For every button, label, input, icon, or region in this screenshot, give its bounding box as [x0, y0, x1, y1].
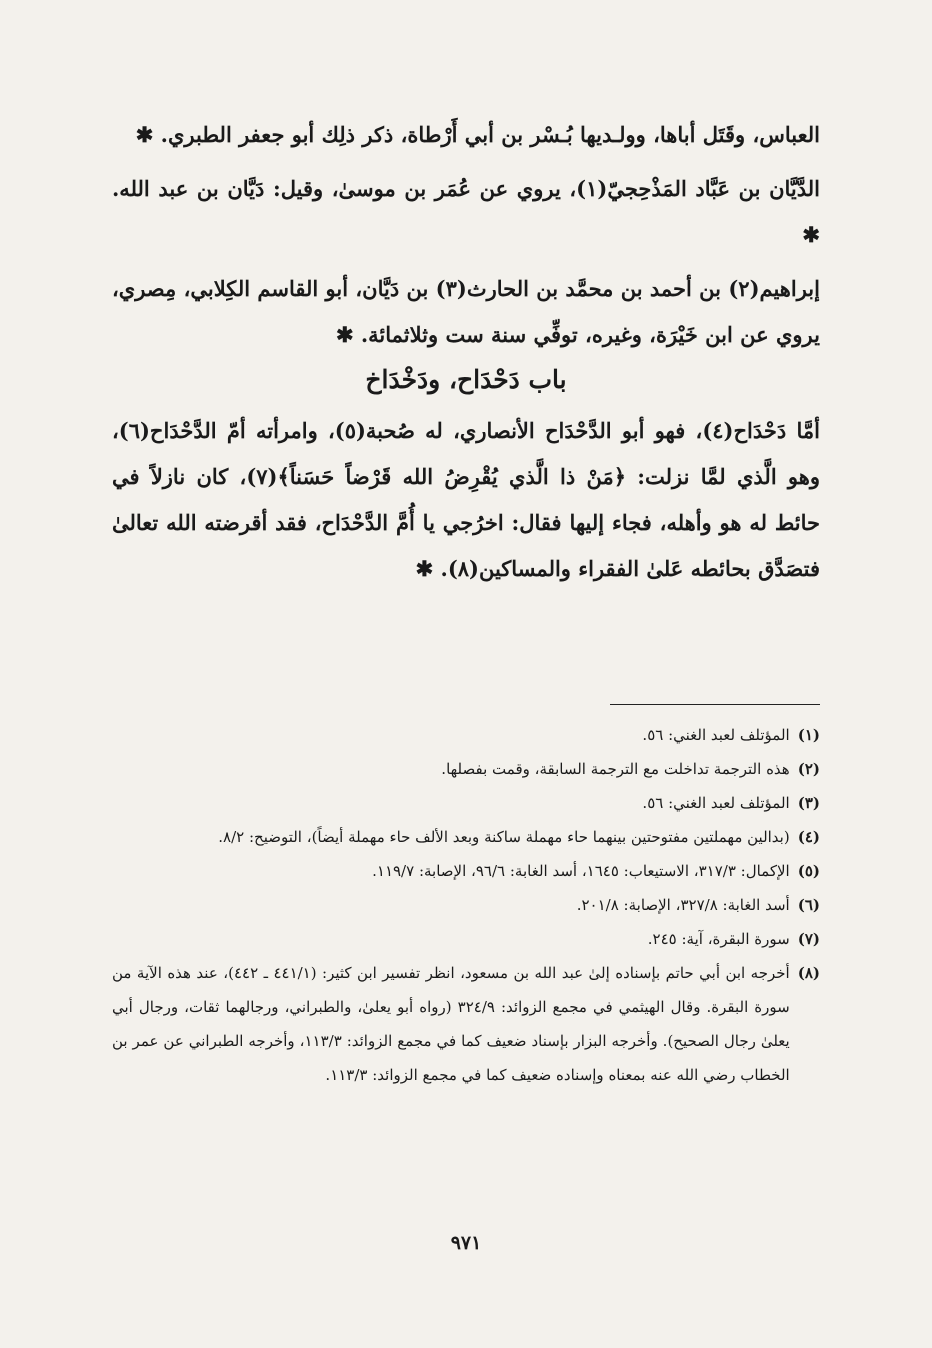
footnote	[112, 820, 820, 854]
footnote-number: (٥)	[797, 862, 820, 880]
footnote-number: (٧)	[797, 930, 820, 948]
footnote-number: (٨)	[797, 964, 820, 982]
footnote-text: سورة البقرة، آية: ٢٤٥.	[647, 930, 790, 948]
footnote-text: أسد الغابة: ٣٢٧/٨، الإصابة: ٢٠١/٨.	[576, 896, 790, 914]
footnote-text: المؤتلف لعبد الغني: ٥٦.	[642, 794, 790, 812]
footnote-number: (١)	[797, 726, 820, 744]
paragraph-abbas: العباس، وقَتَل أباها، وولـديها بُـسْر بن أبي أَرْطاة، ذكر ذلِك أبو جعفر الطبري. ✱	[135, 122, 820, 147]
footnote	[112, 752, 820, 786]
footnote	[112, 718, 820, 752]
footnote-text: هذه الترجمة تداخلت مع الترجمة السابقة، وقمت بفصلها.	[441, 760, 790, 778]
footnote-number: (٣)	[797, 794, 820, 812]
footnote-text: أخرجه ابن أبي حاتم بإسناده إلىٰ عبد الله بن مسعود، انظر تفسير ابن كثير: (٤٤١/١ ـ ٤٤٢)، عند هذه الآية من سورة البقرة. وقال الهيثمي في مجمع الزوائد: ٣٢٤/٩ (رواه أبو يعلىٰ، والطبراني، ورجالهما ثقات، ورجال أبي يعلىٰ رجال الصحيح). وأخرجه البزار بإسناد ضعيف كما في مجمع الزوائد: ١١٣/٣، وأخرجه الطبراني عن عمر بن الخطاب رضي الله عنه بمعناه وإسناده ضعيف كما في مجمع الزوائد: ١١٣/٣.	[112, 964, 790, 1084]
footnote	[112, 786, 820, 820]
paragraph-dayyan: الدَّيَّان بن عَبَّاد المَذْحِجيّ(١)، يروي عن عُمَر بن موسىٰ، وقيل: دَيَّان بن عبد الله. ✱	[112, 176, 820, 247]
footnote-text: الإكمال: ٣١٧/٣، الاستيعاب: ١٦٤٥، أسد الغابة: ٩٦/٦، الإصابة: ١١٩/٧.	[372, 862, 790, 880]
footnote	[112, 956, 820, 1092]
footnote-number: (٦)	[797, 896, 820, 914]
footnote	[112, 922, 820, 956]
footnote-number: (٤)	[797, 828, 820, 846]
paragraph-dahdah: أمَّا دَحْدَاح(٤)، فهو أبو الدَّحْدَاح الأنصاري، له صُحبة(٥)، وامرأته أمّ الدَّحْدَاح(٦)، وهو الَّذي لمَّا نزلت: ﴿مَنْ ذا الَّذي يُقْرِضُ الله قَرْضاً حَسَناً﴾(٧)، كان نازلاً في حائط له هو وأهله، فجاء إليها فقال: اخرُجي يا أُمَّ الدَّحْدَاح، فقد أقرضته الله تعالىٰ فتصَدَّق بحائطه عَلىٰ الفقراء والمساكين(٨). ✱	[112, 418, 820, 581]
footnote	[112, 854, 820, 888]
footnote-divider	[610, 704, 820, 705]
footnotes	[112, 718, 820, 1092]
footnote-text: المؤتلف لعبد الغني: ٥٦.	[642, 726, 790, 744]
footnote	[112, 888, 820, 922]
footnote-text: (بدالين مهملتين مفتوحتين بينهما حاء مهملة ساكنة وبعد الألف حاء مهملة أيضاً)، التوضيح: ٨/٢.	[218, 828, 790, 846]
page-number: ٩٧١	[450, 1232, 482, 1254]
paragraph-ibrahim: إبراهيم(٢) بن أحمد بن محمَّد بن الحارث(٣) بن دَيَّان، أبو القاسم الكِلابي، مِصري، يروي عن ابن خَيْرَة، وغيره، توفِّي سنة ست وثلاثمائة. ✱	[112, 276, 820, 347]
main-text	[112, 112, 820, 592]
section-heading: باب دَحْدَاح، ودَخْدَاخ	[365, 365, 567, 394]
footnote-number: (٢)	[797, 760, 820, 778]
